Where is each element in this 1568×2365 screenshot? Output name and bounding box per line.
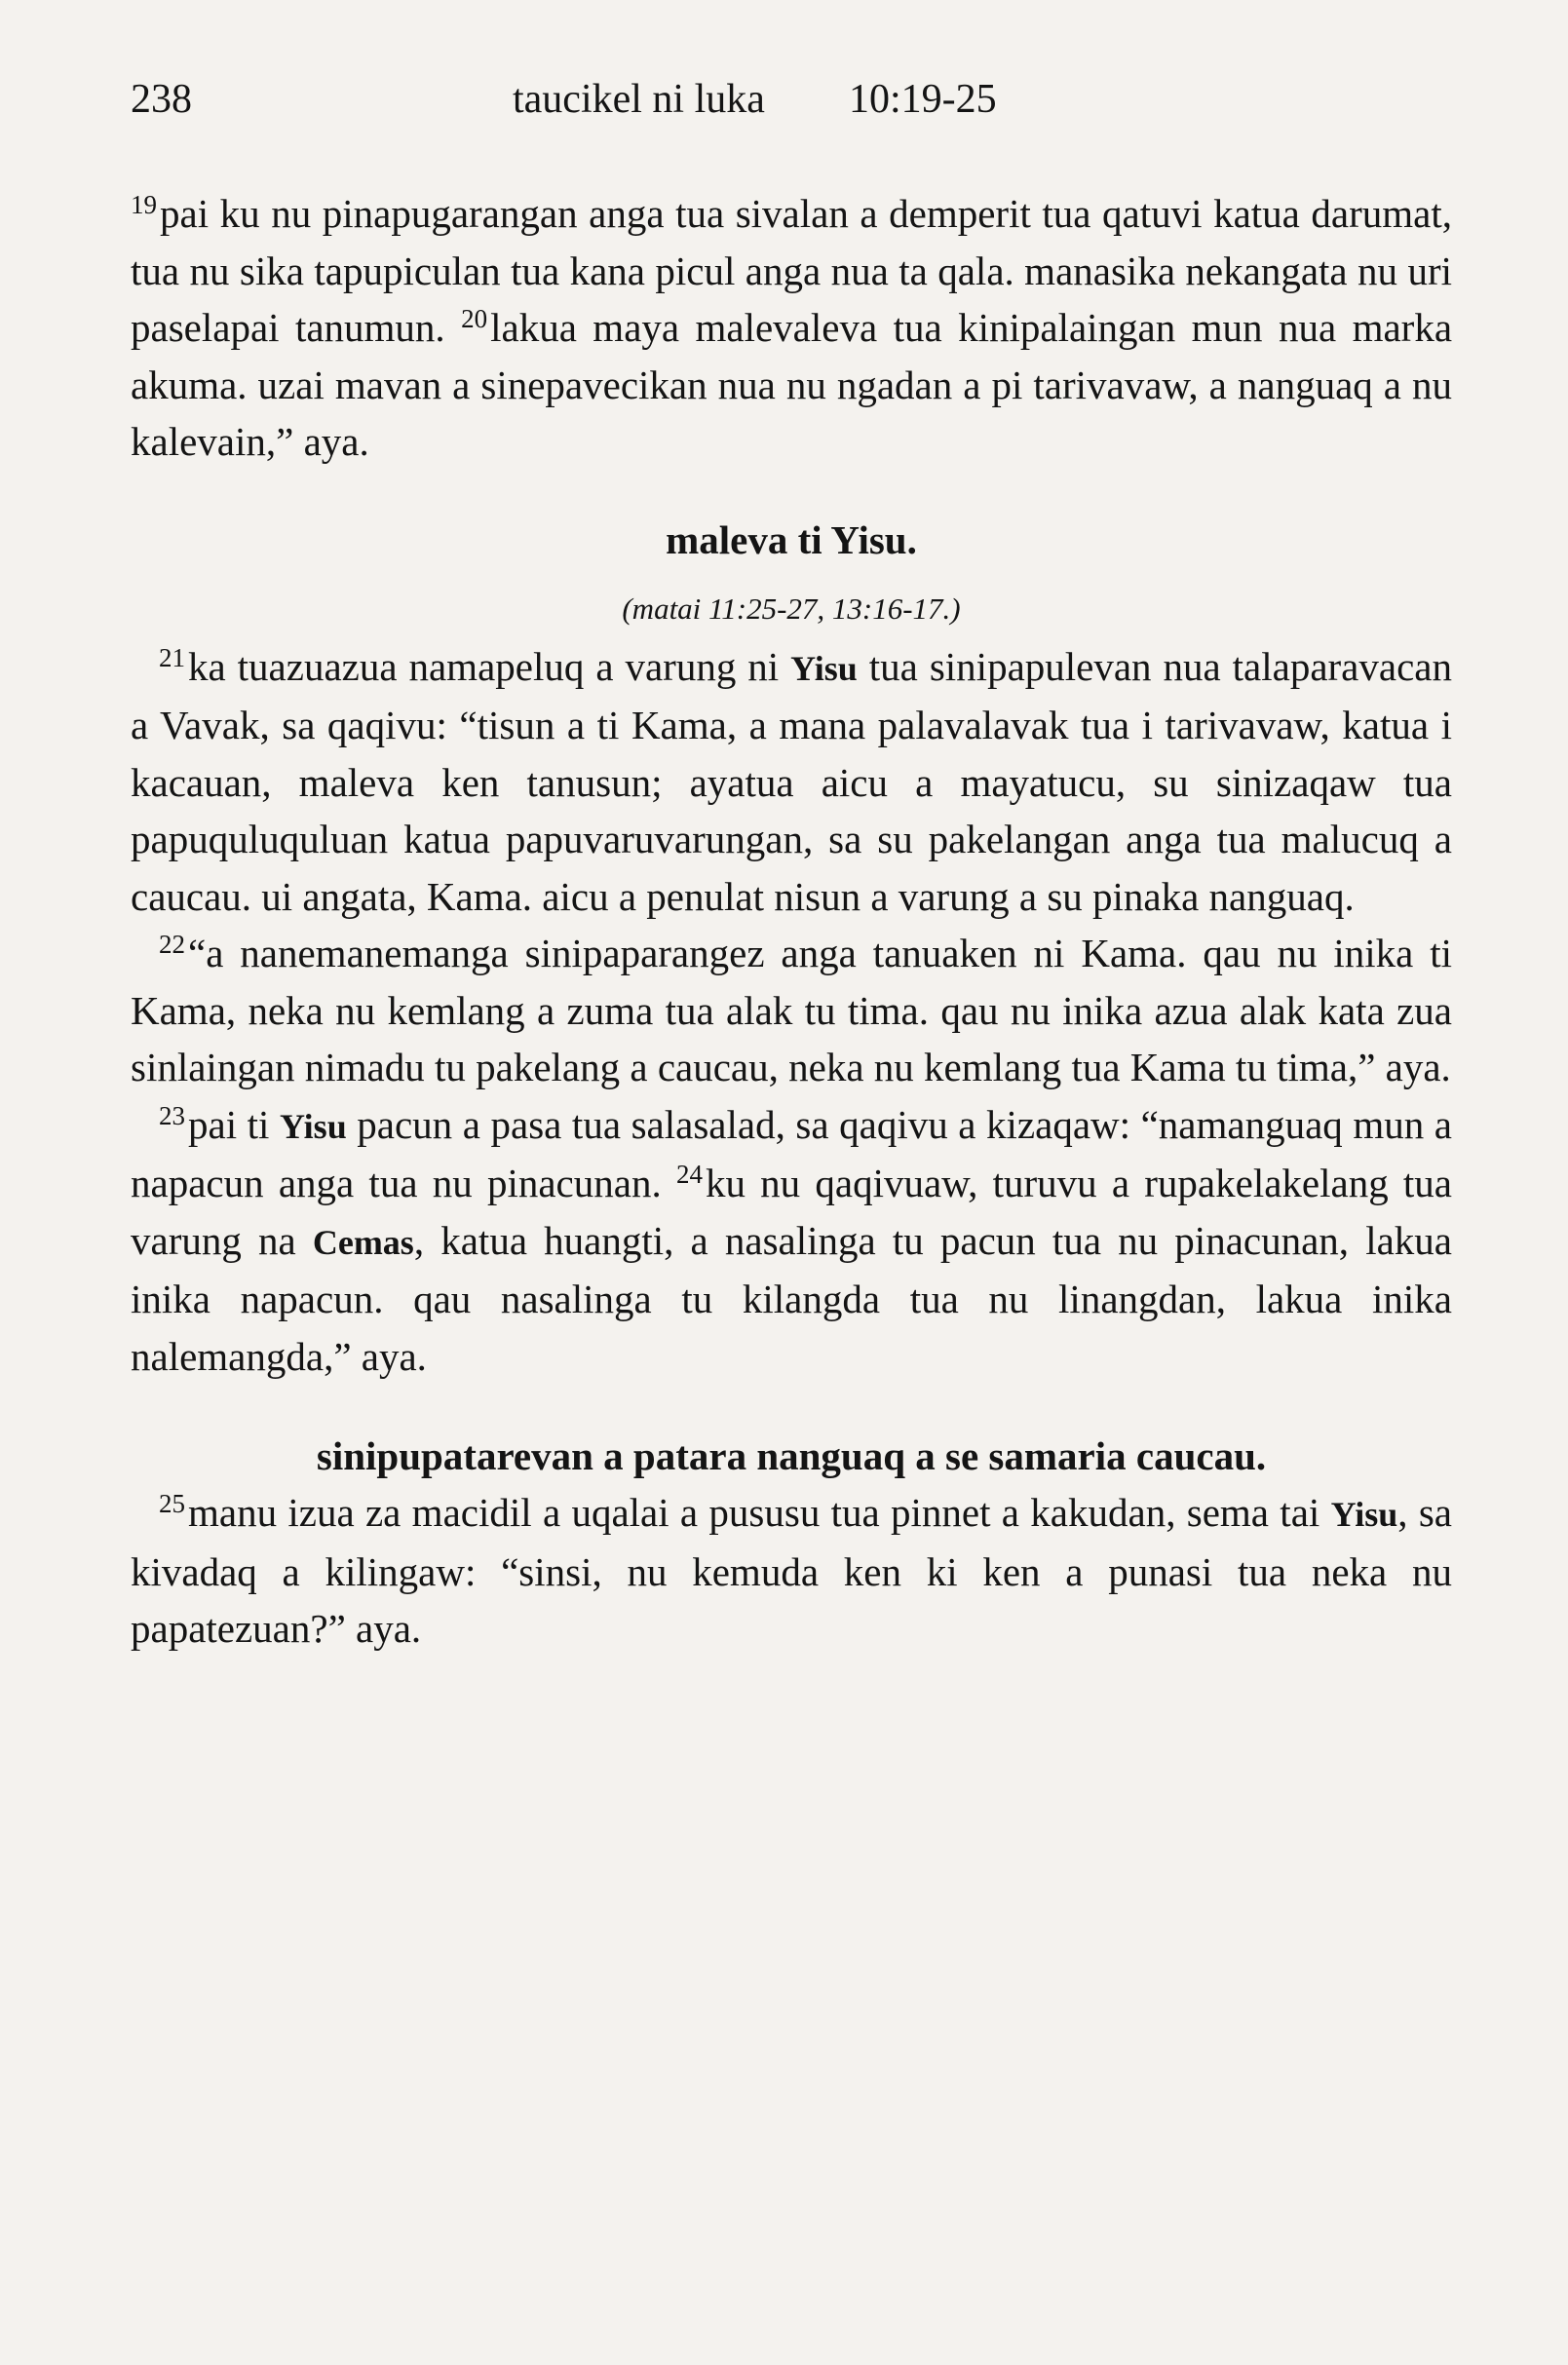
proper-name: Yisu [790, 648, 858, 688]
verse-21 [131, 638, 1452, 926]
verse-number: 24 [675, 1160, 703, 1189]
verse-19 [131, 185, 1452, 471]
verse-text: pacun a pasa tua salasalad, sa qaqivu a kizaqaw: “namanguaq mun a napacun anga tua nu pinacunan. [131, 1101, 1452, 1205]
verse-text: pai ti [188, 1101, 281, 1147]
verse-25 [131, 1484, 1452, 1658]
page-number: 238 [131, 77, 192, 122]
verse-text: ku nu qaqivuaw, turuvu a rupakelakelang tua varung na [131, 1161, 1453, 1263]
verse-text: lakua maya malevaleva tua kinipalaingan mun nua marka akuma. uzai mavan a sinepavecikan nua nu ngadan a pi tarivavaw, a nanguaq a nu kalevain,” aya. [131, 305, 1453, 464]
verse-number: 22 [159, 930, 185, 959]
chapter-reference: 10:19-25 [849, 77, 997, 122]
verse-text: , katua huangti, a nasalinga tu pacun tua nu pinacunan, lakua inika napacun. qau nasalinga tu kilangda tua nu linangdan, lakua inika nalemangda,” aya. [131, 1217, 1452, 1379]
section-heading: sinipupatarevan a patara nanguaq a se samaria caucau. [316, 1433, 1267, 1478]
running-head [131, 66, 1452, 136]
page [131, 66, 1452, 1658]
verse-number: 23 [159, 1100, 185, 1130]
verse-text: tua sinipapulevan nua talaparavacan a Vavak, sa qaqivu: “tisun a ti Kama, a mana palavalavak tua i tarivavaw, katua i kacauan, maleva ken tanusun; ayatua aicu a mayatucu, su sinizaqaw tua papuquluquluan katua papuvaruvarungan, sa su pakelangan anga tua malucuq a caucau. ui angata, Kama. aicu a penulat nisun a varung a su pinaka nanguaq. [131, 643, 1452, 919]
verse-23 [131, 1096, 1452, 1386]
cross-reference: (matai 11:25-27, 13:16-17.) [622, 591, 961, 626]
proper-name: Yisu [1330, 1495, 1398, 1534]
verse-22 [131, 925, 1452, 1096]
verse-text: manu izua za macidil a uqalai a pususu tua pinnet a kakudan, sema tai [188, 1490, 1331, 1535]
verse-text: “a nanemanemanga sinipaparangez anga tanuaken ni Kama. qau nu inika ti Kama, neka nu kemlang a zuma tua alak tu tima. qau nu inika azua alak kata zua sinlaingan nimadu tu pakelang a caucau, neka nu kemlang tua Kama tu tima,” aya. [131, 931, 1452, 1089]
verse-text: ka tuazuazua namapeluq a varung ni [188, 643, 791, 689]
verse-number: 20 [461, 304, 488, 333]
book-title: taucikel ni luka [513, 77, 765, 122]
body-text [131, 185, 1452, 1658]
verse-number: 25 [159, 1489, 185, 1518]
section-heading: maleva ti Yisu. [666, 516, 917, 562]
verse-text: pai ku nu pinapugarangan anga tua sivalan a demperit tua qatuvi katua darumat, tua nu sika tapupiculan tua kana picul anga nua ta qala. manasika nekangata nu uri paselapai tanumun. [131, 191, 1452, 350]
verse-text: , sa kivadaq a kilingaw: “sinsi, nu kemuda ken ki ken a punasi tua neka nu papatezuan?” aya. [131, 1490, 1453, 1651]
proper-name: Cemas [312, 1222, 414, 1262]
proper-name: Yisu [280, 1106, 347, 1146]
verse-number: 21 [159, 642, 185, 672]
verse-number: 19 [131, 190, 157, 219]
